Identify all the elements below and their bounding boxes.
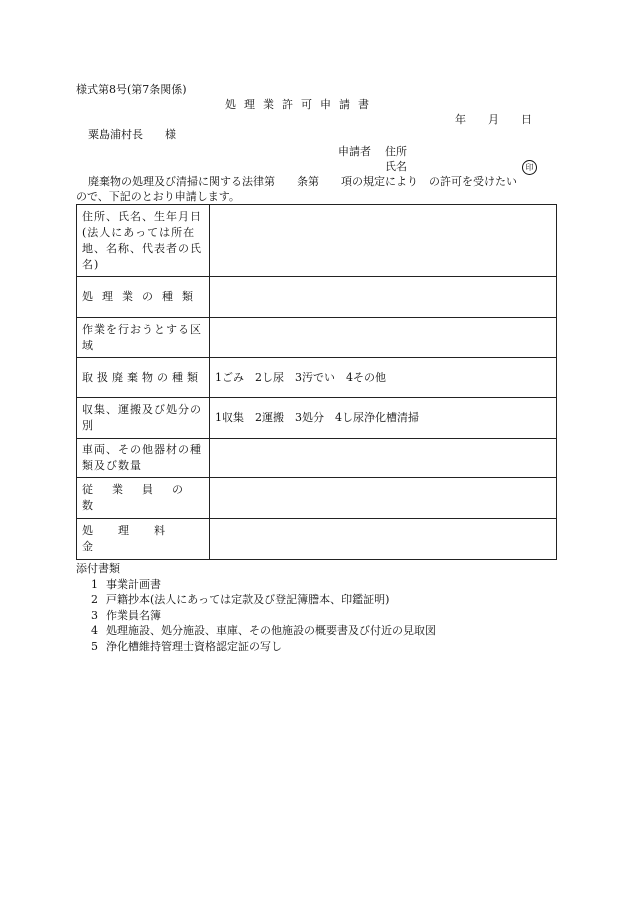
- list-item: [76, 639, 436, 655]
- attachment-text: 処理施設、処分施設、車庫、その他施設の概要書及び付近の見取図: [106, 624, 436, 638]
- table-row: [77, 318, 557, 358]
- application-table: [76, 204, 557, 560]
- row-label-waste-type: 取扱廃棄物の種類: [77, 358, 210, 398]
- name-label: 氏名: [385, 160, 407, 173]
- list-item: [76, 577, 436, 593]
- table-row: [77, 205, 557, 277]
- seal-mark: 印: [522, 160, 537, 175]
- applicant-label: 申請者: [338, 145, 371, 158]
- table-row: [77, 439, 557, 478]
- row-value-business-type: [210, 277, 557, 318]
- table-row: [77, 277, 557, 318]
- row-label-business-type: 処理業の種類: [77, 277, 210, 318]
- attachment-text: 戸籍抄本(法人にあっては定款及び登記簿謄本、印鑑証明): [106, 593, 390, 607]
- intro-line-2: ので、下記のとおり申請します。: [76, 190, 240, 203]
- form-number: 様式第8号(第7条関係): [76, 83, 187, 96]
- attachment-number: 4: [91, 624, 98, 638]
- list-item: [76, 592, 436, 608]
- list-item: [76, 623, 436, 639]
- address-label: 住所: [385, 145, 407, 158]
- row-value-fees: [210, 519, 557, 560]
- attachment-text: 浄化槽維持管理士資格認定証の写し: [106, 639, 282, 653]
- attachment-text: 事業計画書: [106, 577, 161, 591]
- attachment-number: 5: [91, 639, 98, 653]
- row-label-applicant-info: 住所、氏名、生年月日(法人にあっては所在地、名称、代表者の氏名): [77, 205, 210, 277]
- row-value-applicant-info: [210, 205, 557, 277]
- row-value-operation-type: 1収集 2運搬 3処分 4し尿浄化槽清掃: [210, 398, 557, 439]
- row-label-fees: 処理料金: [77, 519, 210, 560]
- recipient: 粟島浦村長 様: [88, 128, 176, 141]
- table-row: [77, 519, 557, 560]
- row-value-waste-type: 1ごみ 2し尿 3汚でい 4その他: [210, 358, 557, 398]
- attachments-heading: 添付書類: [76, 562, 120, 575]
- document-title: 処理業許可申請書: [225, 98, 377, 111]
- row-label-operation-type: 収集、運搬及び処分の別: [77, 398, 210, 439]
- attachment-text: 作業員名簿: [106, 608, 161, 622]
- table-row: [77, 358, 557, 398]
- row-label-work-area: 作業を行おうとする区域: [77, 318, 210, 358]
- list-item: [76, 608, 436, 624]
- row-label-vehicles: 車両、その他器材の種類及び数量: [77, 439, 210, 478]
- intro-line-1: 廃棄物の処理及び清掃に関する法律第 条第 項の規定により の許可を受けたい: [88, 175, 517, 188]
- row-value-vehicles: [210, 439, 557, 478]
- row-value-employees: [210, 478, 557, 519]
- table-row: [77, 478, 557, 519]
- attachment-number: 2: [91, 593, 98, 607]
- attachments-section: [76, 561, 436, 655]
- table-row: [77, 398, 557, 439]
- row-label-employees: 従業員の数: [77, 478, 210, 519]
- row-value-work-area: [210, 318, 557, 358]
- attachment-number: 1: [91, 577, 98, 591]
- attachment-number: 3: [91, 608, 98, 622]
- date-field: 年 月 日: [455, 113, 532, 126]
